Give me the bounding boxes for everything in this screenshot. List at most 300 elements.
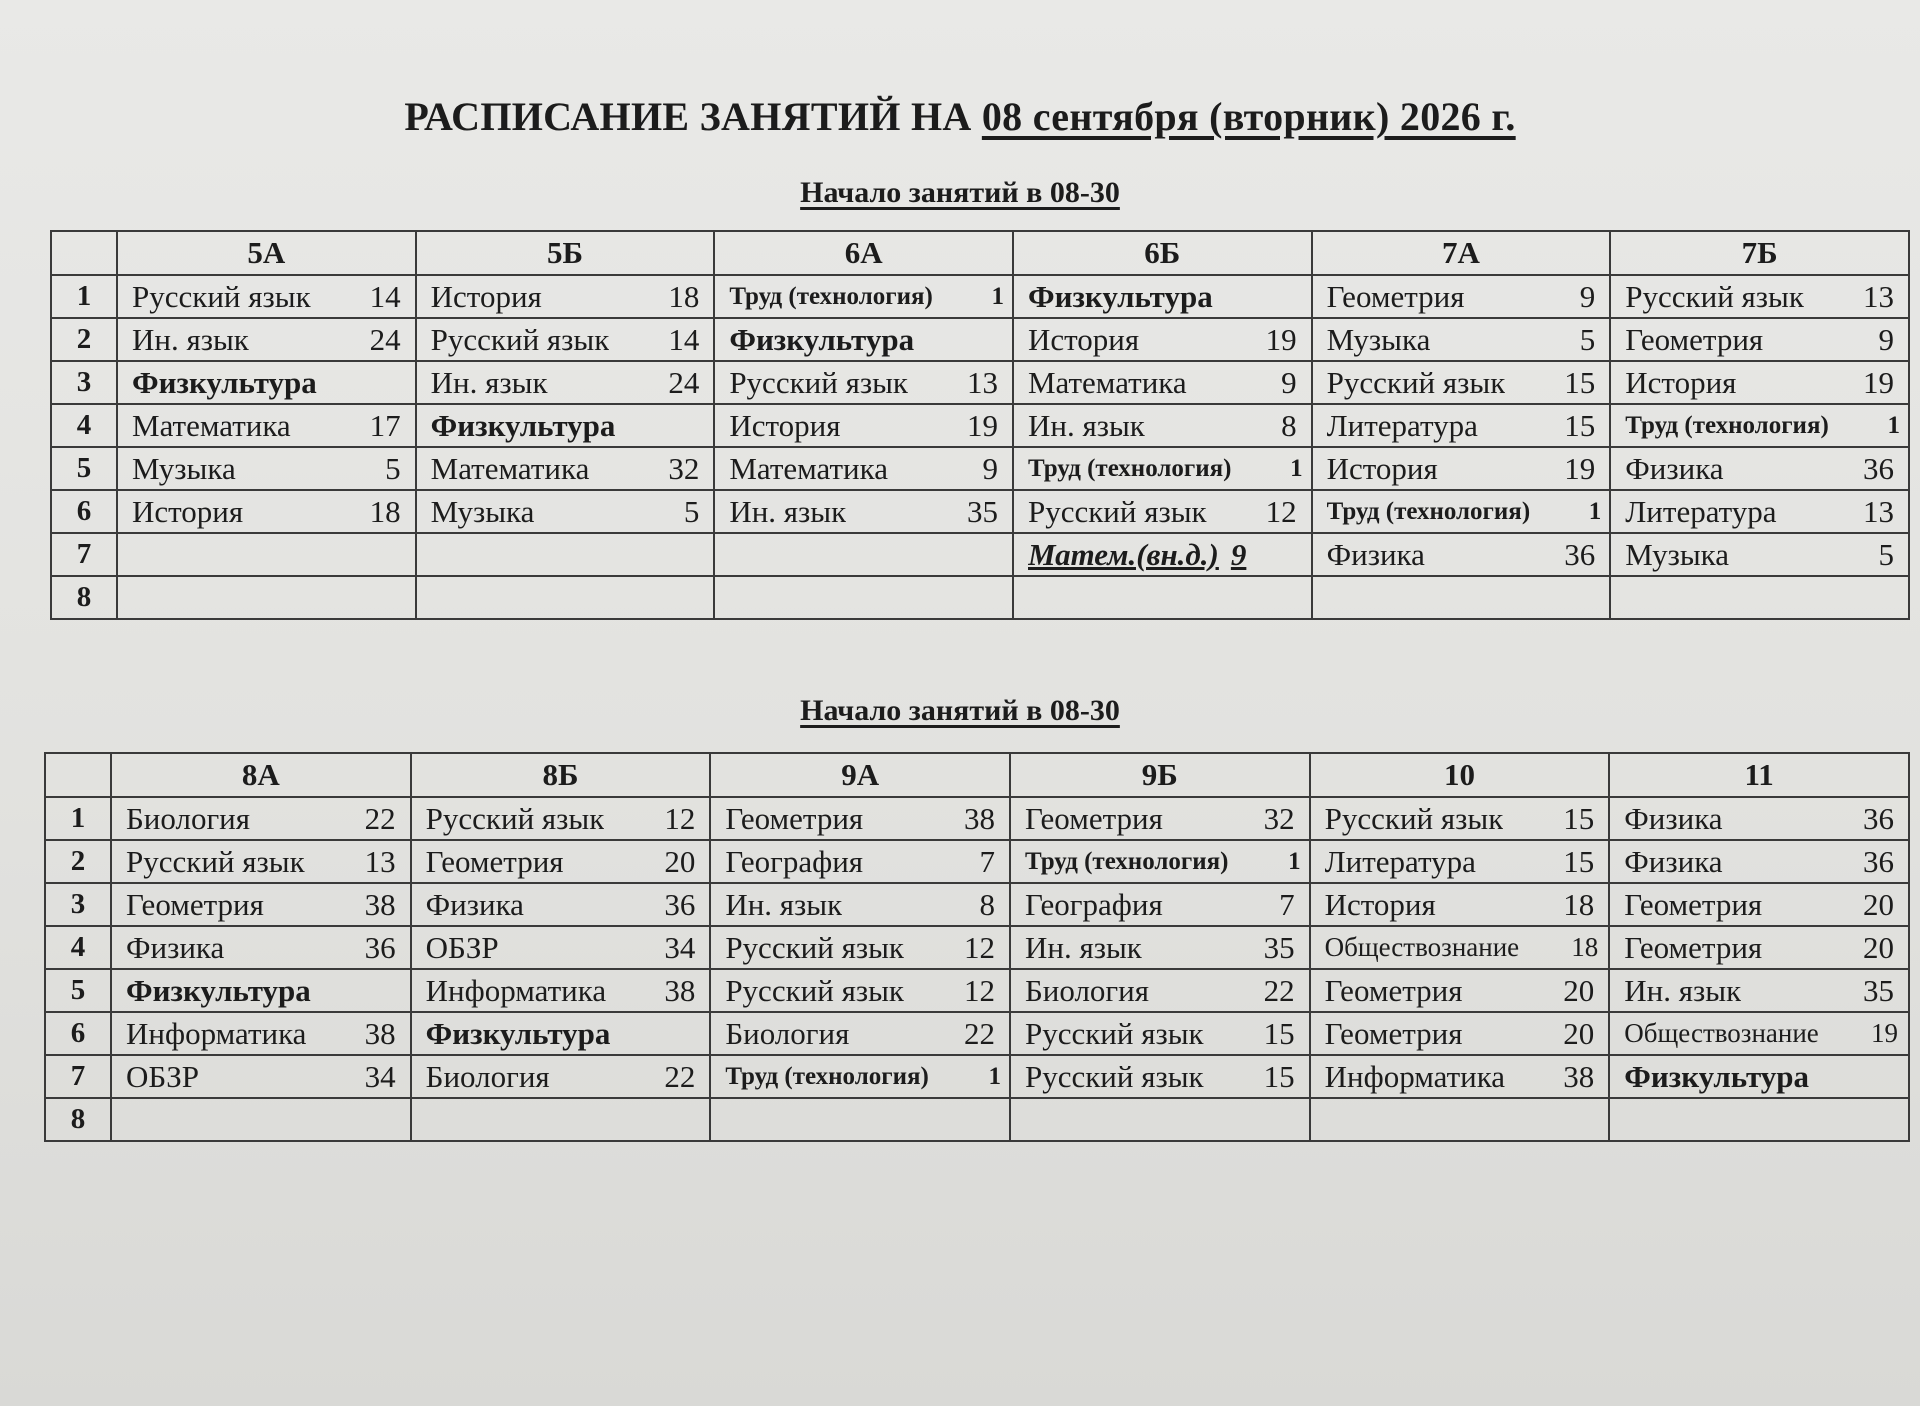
- subject-name: Музыка: [1326, 321, 1431, 357]
- lesson-cell: [416, 404, 715, 447]
- lesson-row: [45, 797, 1909, 840]
- lesson-content: [112, 1056, 410, 1097]
- room-number: 1: [1588, 497, 1602, 525]
- lesson-content: [417, 577, 714, 618]
- subject-name: Ин. язык: [729, 493, 847, 529]
- lesson-number: 7: [51, 533, 117, 576]
- lesson-cell: [111, 969, 411, 1012]
- subject-name: Биология: [425, 1058, 550, 1094]
- subject-name: Геометрия: [725, 800, 864, 836]
- room-number: 24: [668, 364, 700, 400]
- lesson-content: [412, 841, 710, 882]
- room-number: 35: [966, 493, 998, 529]
- lesson-content: [1610, 927, 1908, 968]
- room-number: 1: [1887, 411, 1900, 439]
- room-number: 8: [979, 886, 995, 922]
- lesson-number: 4: [51, 404, 117, 447]
- lesson-content: [417, 491, 714, 532]
- room-number: 13: [364, 843, 396, 879]
- lesson-row: [51, 576, 1909, 619]
- subject-name: Информатика: [1324, 1058, 1506, 1094]
- subject-name: Физкультура: [729, 321, 915, 357]
- room-number: 15: [1263, 1015, 1295, 1051]
- lesson-cell: [710, 1098, 1010, 1141]
- page-title: [0, 93, 1920, 140]
- room-number: 15: [1564, 364, 1596, 400]
- room-number: 36: [1863, 800, 1894, 836]
- class-header: 10: [1310, 753, 1610, 797]
- lesson-cell: [411, 1055, 711, 1098]
- lesson-content: [412, 1056, 710, 1097]
- subject-name: Труд (технология): [1625, 411, 1829, 439]
- room-number: 19: [966, 407, 998, 443]
- lesson-content: [1610, 798, 1908, 839]
- subject-name: Физкультура: [132, 364, 317, 400]
- subject-name: Физика: [1624, 843, 1723, 879]
- subject-name: Физкультура: [126, 972, 311, 1008]
- lesson-row: [51, 447, 1909, 490]
- room-number: 36: [664, 886, 696, 922]
- lesson-content: [1313, 577, 1610, 618]
- lesson-content: [1610, 841, 1908, 882]
- subject-name: География: [725, 843, 864, 879]
- lesson-cell: [1310, 1098, 1610, 1141]
- room-number: 5: [1878, 536, 1894, 572]
- subject-name: Русский язык: [725, 929, 904, 965]
- subject-name: Русский язык: [425, 800, 605, 836]
- lesson-content: [1311, 798, 1609, 839]
- lesson-cell: [1013, 447, 1312, 490]
- subject-name: История: [1326, 450, 1438, 486]
- subject-name: Физика: [1625, 450, 1724, 486]
- title-date: 08 сентября (вторник) 2026 г.: [981, 94, 1516, 139]
- lesson-content: [711, 970, 1009, 1011]
- subject-name: Физкультура: [1624, 1058, 1810, 1094]
- lesson-content: [711, 1013, 1009, 1054]
- subject-name: Геометрия: [1024, 800, 1163, 836]
- lesson-cell: [411, 926, 711, 969]
- room-number: 1: [1290, 454, 1303, 482]
- lesson-content: [1610, 1099, 1908, 1140]
- lesson-row: [45, 1098, 1909, 1141]
- lesson-cell: [1609, 1098, 1909, 1141]
- lesson-content: [711, 841, 1009, 882]
- lesson-content: [412, 927, 710, 968]
- lesson-cell: [117, 404, 416, 447]
- lesson-cell: [1310, 969, 1610, 1012]
- room-number: 36: [1564, 536, 1596, 572]
- lesson-content: [1311, 970, 1609, 1011]
- lesson-cell: [1610, 576, 1909, 619]
- lesson-cell: [714, 275, 1013, 318]
- lesson-row: [51, 490, 1909, 533]
- lesson-content: [1311, 927, 1609, 968]
- lesson-cell: [1010, 1055, 1310, 1098]
- lesson-content: [412, 798, 710, 839]
- room-number: 8: [1281, 407, 1297, 443]
- lesson-number: 2: [51, 318, 117, 361]
- lesson-cell: [1013, 490, 1312, 533]
- lesson-cell: [710, 797, 1010, 840]
- subject-name: Труд (технология): [725, 1062, 929, 1090]
- lesson-cell: [714, 318, 1013, 361]
- lesson-content: [1014, 276, 1311, 317]
- subject-name: ОБЗР: [126, 1058, 199, 1094]
- lesson-cell: [416, 533, 715, 576]
- lesson-cell: [1310, 1012, 1610, 1055]
- room-number: 19: [1265, 321, 1297, 357]
- lesson-content: [1011, 1099, 1309, 1140]
- room-number: 15: [1263, 1058, 1295, 1094]
- lesson-content: [417, 448, 714, 489]
- lesson-cell: [1609, 969, 1909, 1012]
- lesson-content: [1313, 448, 1610, 489]
- lesson-number: 5: [45, 969, 111, 1012]
- subject-name: Музыка: [430, 493, 535, 529]
- lesson-cell: [1312, 275, 1611, 318]
- lesson-row: [45, 926, 1909, 969]
- schedule-table-lower: [44, 752, 1910, 1142]
- lesson-content: [1311, 1099, 1609, 1140]
- lesson-content: [112, 970, 410, 1011]
- lesson-row: [51, 533, 1909, 576]
- lesson-cell: [1610, 275, 1909, 318]
- lesson-content: [715, 448, 1012, 489]
- subject-name: Геометрия: [1624, 929, 1763, 965]
- room-number: 22: [664, 1058, 696, 1094]
- subject-name: Русский язык: [1625, 278, 1804, 314]
- lesson-cell: [416, 576, 715, 619]
- subject-name: Математика: [729, 450, 888, 486]
- subject-name: Биология: [725, 1015, 850, 1051]
- subject-name: Ин. язык: [725, 886, 843, 922]
- lesson-cell: [710, 969, 1010, 1012]
- room-number: 35: [1863, 972, 1894, 1008]
- room-number: 5: [1579, 321, 1596, 357]
- class-header: 9А: [710, 753, 1010, 797]
- lesson-row: [45, 1012, 1909, 1055]
- lesson-cell: [714, 490, 1013, 533]
- lesson-content: [112, 1099, 410, 1140]
- room-number: 20: [1863, 929, 1894, 965]
- lesson-content: [417, 276, 714, 317]
- lesson-cell: [1312, 533, 1611, 576]
- lesson-row: [51, 318, 1909, 361]
- room-number: 19: [1871, 1018, 1898, 1048]
- lesson-cell: [1609, 926, 1909, 969]
- subject-name: Биология: [1024, 972, 1149, 1008]
- subject-name: Русский язык: [1024, 1058, 1204, 1094]
- lesson-cell: [710, 840, 1010, 883]
- corner-cell: [45, 753, 111, 797]
- subject-name: Русский язык: [132, 278, 311, 314]
- lesson-content: [1014, 577, 1311, 618]
- lesson-cell: [1312, 404, 1611, 447]
- room-number: 38: [664, 972, 696, 1008]
- lesson-content: [715, 362, 1012, 403]
- lesson-cell: [416, 318, 715, 361]
- lesson-cell: [714, 404, 1013, 447]
- subject-name: ОБЗР: [425, 929, 499, 965]
- lesson-content: [1313, 362, 1610, 403]
- lesson-cell: [1013, 576, 1312, 619]
- lesson-content: [412, 970, 710, 1011]
- lesson-content: [112, 1013, 410, 1054]
- lesson-cell: [111, 883, 411, 926]
- lesson-cell: [1010, 1098, 1310, 1141]
- lesson-cell: [117, 490, 416, 533]
- lesson-cell: [1610, 447, 1909, 490]
- room-number: 7: [1279, 886, 1295, 922]
- lesson-cell: [1310, 926, 1610, 969]
- class-header: 5А: [117, 231, 416, 275]
- subject-name: Русский язык: [725, 972, 904, 1008]
- lesson-content: [1610, 884, 1908, 925]
- lesson-cell: [1310, 797, 1610, 840]
- lesson-cell: [1010, 840, 1310, 883]
- lesson-cell: [416, 361, 715, 404]
- room-number: 14: [668, 321, 700, 357]
- room-number: 12: [963, 929, 995, 965]
- lesson-row: [51, 275, 1909, 318]
- lesson-number: 1: [45, 797, 111, 840]
- subject-name: Русский язык: [430, 321, 610, 357]
- lesson-content: [417, 319, 714, 360]
- lesson-cell: [1610, 533, 1909, 576]
- class-header: 7А: [1312, 231, 1611, 275]
- room-number: 38: [963, 800, 995, 836]
- subject-name: Обществознание: [1624, 1018, 1819, 1048]
- start-time-label-lower: Начало занятий в 08-30: [800, 694, 1120, 727]
- header-row: [51, 231, 1909, 275]
- lesson-row: [45, 883, 1909, 926]
- room-number: 1: [988, 1062, 1001, 1090]
- lesson-cell: [1610, 404, 1909, 447]
- room-number: 13: [1863, 493, 1894, 529]
- subject-name: Литература: [1324, 843, 1476, 879]
- lesson-number: 8: [45, 1098, 111, 1141]
- class-header: 5Б: [416, 231, 715, 275]
- class-header: 8Б: [411, 753, 711, 797]
- lesson-cell: [416, 490, 715, 533]
- room-number: 34: [364, 1058, 396, 1094]
- subject-name: Труд (технология): [729, 282, 933, 310]
- lesson-cell: [1013, 361, 1312, 404]
- room-number: 12: [963, 972, 995, 1008]
- lesson-cell: [1609, 1055, 1909, 1098]
- lesson-content: [1011, 927, 1309, 968]
- lesson-content: [711, 927, 1009, 968]
- lesson-cell: [1312, 318, 1611, 361]
- lesson-content: [118, 362, 415, 403]
- lesson-content: [1611, 448, 1908, 489]
- lesson-content: [1313, 276, 1610, 317]
- lesson-content: [1014, 319, 1311, 360]
- subject-name: Обществознание: [1324, 932, 1520, 962]
- lesson-content: [1011, 1056, 1309, 1097]
- lesson-content: [1611, 491, 1908, 532]
- lesson-cell: [1609, 883, 1909, 926]
- subject-name: История: [1324, 886, 1436, 922]
- lesson-content: [1014, 491, 1311, 532]
- room-number: 20: [1563, 972, 1595, 1008]
- subject-name: Геометрия: [1624, 886, 1763, 922]
- subject-name: История: [1027, 321, 1140, 357]
- lesson-cell: [1609, 1012, 1909, 1055]
- subject-name: Музыка: [132, 450, 236, 486]
- subject-name: Ин. язык: [1624, 972, 1742, 1008]
- lesson-cell: [1310, 883, 1610, 926]
- lesson-content: [715, 319, 1012, 360]
- lesson-number: 5: [51, 447, 117, 490]
- room-number: 35: [1263, 929, 1295, 965]
- lesson-cell: [111, 1055, 411, 1098]
- lesson-cell: [117, 318, 416, 361]
- lesson-content: [1011, 970, 1309, 1011]
- subject-name: География: [1024, 886, 1163, 922]
- lesson-content: [711, 798, 1009, 839]
- class-header: 11: [1609, 753, 1909, 797]
- lesson-cell: [411, 797, 711, 840]
- subject-name: Физкультура: [1027, 278, 1213, 314]
- lesson-content: [1611, 319, 1908, 360]
- subject-name: Труд (технология): [1326, 497, 1531, 525]
- subject-name: Физика: [1624, 800, 1723, 836]
- room-number: 20: [664, 843, 696, 879]
- room-number: 13: [1863, 278, 1894, 314]
- lesson-content: [1311, 1013, 1609, 1054]
- room-number: 36: [364, 929, 396, 965]
- room-number: 32: [668, 450, 700, 486]
- lesson-cell: [416, 275, 715, 318]
- lesson-cell: [714, 361, 1013, 404]
- lesson-content: [112, 798, 410, 839]
- lesson-content: [1611, 276, 1908, 317]
- room-number: 18: [1571, 932, 1599, 962]
- subject-name: Ин. язык: [132, 321, 249, 357]
- lesson-content: [1313, 405, 1610, 446]
- title-prefix: РАСПИСАНИЕ ЗАНЯТИЙ НА: [404, 94, 972, 139]
- room-number: 15: [1564, 407, 1596, 443]
- lesson-cell: [117, 447, 416, 490]
- lesson-row: [45, 969, 1909, 1012]
- lesson-content: [417, 534, 714, 575]
- lesson-content: [1311, 841, 1609, 882]
- lesson-content: [1313, 534, 1610, 575]
- subject-name: Геометрия: [126, 886, 264, 922]
- class-header: 9Б: [1010, 753, 1310, 797]
- lesson-content: [412, 1013, 710, 1054]
- subject-name: Труд (технология): [1027, 454, 1232, 482]
- lesson-cell: [1010, 969, 1310, 1012]
- lesson-cell: [710, 926, 1010, 969]
- class-header: 8А: [111, 753, 411, 797]
- lesson-cell: [117, 361, 416, 404]
- room-number: 14: [369, 278, 401, 314]
- lesson-cell: [710, 1055, 1010, 1098]
- room-number: 15: [1563, 800, 1595, 836]
- room-number: 9: [1281, 364, 1297, 400]
- subject-name: Музыка: [1625, 536, 1729, 572]
- lesson-content: [715, 534, 1012, 575]
- room-number: 36: [1863, 450, 1894, 486]
- room-number: 13: [966, 364, 998, 400]
- lesson-content: [112, 884, 410, 925]
- lesson-cell: [1013, 533, 1312, 576]
- lesson-cell: [1310, 1055, 1610, 1098]
- lesson-number: 4: [45, 926, 111, 969]
- subject-name: История: [430, 278, 542, 314]
- subject-name: Биология: [126, 800, 251, 836]
- lesson-cell: [411, 1098, 711, 1141]
- room-number: 1: [1288, 847, 1301, 875]
- room-number: 12: [664, 800, 696, 836]
- room-number: 9: [1230, 536, 1247, 572]
- header-row: [45, 753, 1909, 797]
- room-number: 32: [1263, 800, 1295, 836]
- lesson-cell: [411, 1012, 711, 1055]
- lesson-cell: [1013, 318, 1312, 361]
- room-number: 22: [963, 1015, 995, 1051]
- lesson-cell: [1610, 318, 1909, 361]
- lesson-cell: [1312, 447, 1611, 490]
- lesson-number: 6: [45, 1012, 111, 1055]
- room-number: 18: [1563, 886, 1595, 922]
- subject-name: Физика: [1326, 536, 1425, 572]
- subject-name: Литература: [1326, 407, 1478, 443]
- lesson-content: [711, 1099, 1009, 1140]
- room-number: 34: [664, 929, 696, 965]
- subject-name: Геометрия: [1625, 321, 1764, 357]
- lesson-cell: [1609, 797, 1909, 840]
- room-number: 22: [364, 800, 396, 836]
- subject-name: Русский язык: [1324, 800, 1504, 836]
- lesson-cell: [117, 533, 416, 576]
- start-time-label-upper: Начало занятий в 08-30: [800, 176, 1120, 209]
- lesson-cell: [1010, 926, 1310, 969]
- subject-name: Информатика: [425, 972, 607, 1008]
- lesson-cell: [1610, 361, 1909, 404]
- lesson-number: 6: [51, 490, 117, 533]
- lesson-cell: [1312, 361, 1611, 404]
- lesson-content: [715, 276, 1012, 317]
- lesson-content: [1610, 970, 1908, 1011]
- lesson-content: [1311, 884, 1609, 925]
- lesson-cell: [1310, 840, 1610, 883]
- lesson-content: [1311, 1056, 1609, 1097]
- room-number: 5: [385, 450, 401, 486]
- lesson-content: [412, 884, 710, 925]
- subject-name: Информатика: [126, 1015, 307, 1051]
- subject-name: Ин. язык: [430, 364, 548, 400]
- lesson-content: [715, 491, 1012, 532]
- lesson-content: [711, 884, 1009, 925]
- lesson-content: [1611, 534, 1908, 575]
- lesson-content: [1014, 534, 1311, 575]
- lesson-content: [1011, 841, 1309, 882]
- lesson-content: [118, 534, 415, 575]
- subject-name: Геометрия: [1324, 1015, 1463, 1051]
- lesson-content: [1611, 405, 1908, 446]
- room-number: 38: [364, 1015, 396, 1051]
- lesson-content: [1611, 362, 1908, 403]
- class-header: 6А: [714, 231, 1013, 275]
- lesson-row: [51, 361, 1909, 404]
- lesson-cell: [710, 883, 1010, 926]
- subject-name: Труд (технология): [1024, 847, 1229, 875]
- subject-name: История: [1625, 364, 1737, 400]
- room-number: 22: [1263, 972, 1295, 1008]
